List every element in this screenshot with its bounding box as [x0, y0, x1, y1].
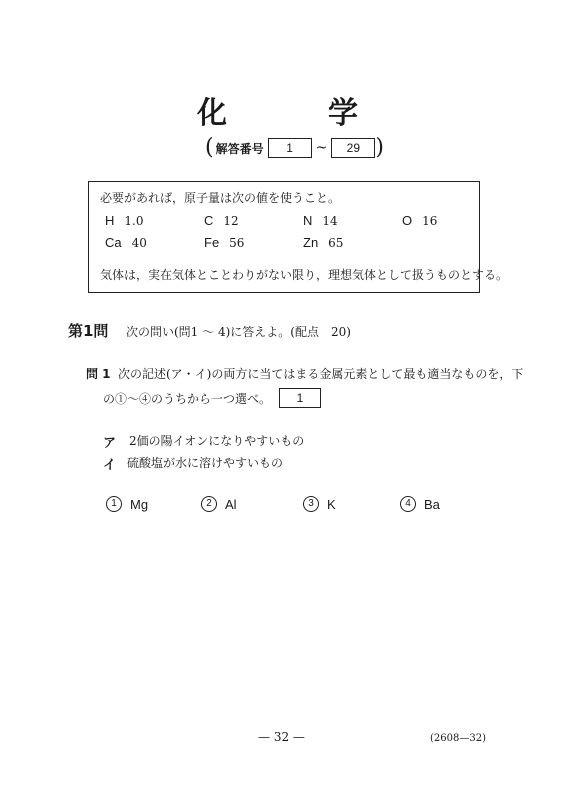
- answer-range-start-box: 1: [268, 138, 312, 158]
- atom-o: [402, 213, 437, 228]
- choice-4: [400, 496, 440, 512]
- page-code: (2608—32): [430, 733, 486, 744]
- answer-range-label: 解答番号: [215, 141, 264, 156]
- atom-value: 1.0: [124, 214, 144, 228]
- atom-value: 65: [328, 236, 344, 250]
- answer-range-open-paren: (: [205, 135, 214, 160]
- answer-range-end-box: 29: [331, 138, 375, 158]
- statement-i-label: イ: [103, 458, 117, 473]
- choice-1: [106, 496, 148, 512]
- mon1-text-line1: 次の記述(ア・イ)の両方に当てはまる金属元素として最も適当なものを，下: [118, 367, 524, 381]
- answer-range-tilde: ~: [315, 140, 328, 156]
- atom-ca: [105, 235, 147, 250]
- mon1-label: 問 1: [86, 367, 111, 381]
- choice-text: K: [327, 496, 336, 512]
- atom-value: 12: [223, 214, 239, 228]
- atomic-weight-intro: 必要があれば，原子量は次の値を使うこと。: [100, 191, 341, 205]
- answer-range: [205, 136, 384, 160]
- atom-value: 16: [422, 214, 438, 228]
- answer-box-1: 1: [279, 388, 321, 408]
- question-instruction: 次の問い(問1 ～ 4)に答えよ。(配点 20): [126, 325, 351, 339]
- choice-2: [201, 496, 237, 512]
- atom-zn: [303, 235, 343, 250]
- atom-symbol: O: [402, 213, 413, 228]
- atom-n: [303, 213, 338, 228]
- atom-symbol: H: [105, 213, 115, 228]
- statement-i-text: 硫酸塩が水に溶けやすいもの: [127, 456, 284, 470]
- choice-text: Mg: [130, 496, 149, 512]
- title-char-1: 化: [197, 96, 227, 131]
- atom-h: [105, 213, 143, 228]
- mon1-text-line2: [103, 388, 321, 408]
- statement-a-text: 2価の陽イオンになりやすいもの: [129, 434, 305, 448]
- atom-symbol: Ca: [105, 235, 122, 250]
- choice-number-circle: 3: [303, 496, 319, 512]
- mon1-text-line2-text: の①～④のうちから一つ選べ。: [103, 391, 272, 406]
- atom-value: 40: [131, 236, 147, 250]
- atom-symbol: Fe: [204, 235, 220, 250]
- atom-value: 14: [322, 214, 338, 228]
- answer-range-close-paren: ): [375, 135, 384, 160]
- atom-symbol: C: [204, 213, 214, 228]
- atom-symbol: N: [303, 213, 313, 228]
- page-number: — 32 —: [258, 730, 305, 744]
- choice-3: [303, 496, 336, 512]
- question-heading: 第1問: [68, 322, 109, 340]
- atom-fe: [204, 235, 244, 250]
- atom-c: [204, 213, 239, 228]
- gas-note: 気体は，実在気体とことわりがない限り，理想気体として扱うものとする。: [100, 268, 509, 282]
- choice-text: Ba: [424, 496, 440, 512]
- choice-text: Al: [225, 496, 237, 512]
- statement-a-label: ア: [103, 436, 117, 451]
- atom-symbol: Zn: [303, 235, 319, 250]
- atom-value: 56: [229, 236, 245, 250]
- choice-number-circle: 1: [106, 496, 122, 512]
- choice-number-circle: 4: [400, 496, 416, 512]
- title-char-2: 学: [328, 96, 358, 131]
- choice-number-circle: 2: [201, 496, 217, 512]
